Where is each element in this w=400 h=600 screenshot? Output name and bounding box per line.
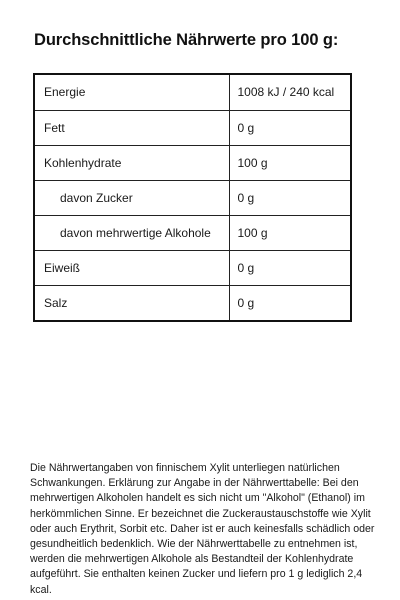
- row-value-fett: 0 g: [229, 110, 350, 145]
- nutrition-table: [33, 73, 352, 322]
- row-value-energie: 1008 kJ / 240 kcal: [229, 75, 350, 110]
- row-label-mehrwertige-alkohole: davon mehrwertige Alkohole: [35, 215, 229, 250]
- table-row: [35, 145, 350, 180]
- row-value-salz: 0 g: [237, 295, 255, 310]
- row-label-energie: Energie: [35, 75, 229, 110]
- footnote-text: Die Nährwertangaben von finnischem Xylit unterliegen natürlichen Schwankungen. Erklärung zur Angabe in der Nährwerttabelle: Bei den mehrwertigen Alkoholen handelt es sich nicht um "Alkohol" (Ethanol) im herkömmlichen Sinne. Er bezeichnet die Zuckeraustauschstoffe wie Xylit oder auch Erythrit, Sorbit etc. Daher ist er auch keinesfalls schädlich oder gesundheitlich bedenklich. Wie der Nährwerttabelle zu entnehmen ist, werden die mehrwertigen Alkohole als Bestandteil der Kohlenhydrate aufgeführt. Sie enthalten keinen Zucker und liefern pro 1 g lediglich 2,4 kcal.: [30, 462, 375, 596]
- row-label-eiweiss: Eiweiß: [35, 250, 229, 285]
- table-row: [35, 75, 350, 110]
- row-label-salz: Salz: [35, 285, 229, 320]
- row-value-mehrwertige-alkohole: 100 g: [229, 215, 350, 250]
- table-row: [35, 180, 350, 215]
- row-label-fett: Fett: [35, 110, 229, 145]
- row-value-zucker: 0 g: [229, 180, 350, 215]
- table-row: [35, 285, 350, 320]
- row-value-kohlenhydrate: 100 g: [229, 145, 350, 180]
- row-label-zucker: davon Zucker: [35, 180, 229, 215]
- table-row: [35, 250, 350, 285]
- row-value-eiweiss: 0 g: [229, 250, 350, 285]
- table-row: [35, 215, 350, 250]
- page-title: Durchschnittliche Nährwerte pro 100 g:: [34, 31, 339, 49]
- row-label-kohlenhydrate: Kohlenhydrate: [35, 145, 229, 180]
- table-row: [35, 110, 350, 145]
